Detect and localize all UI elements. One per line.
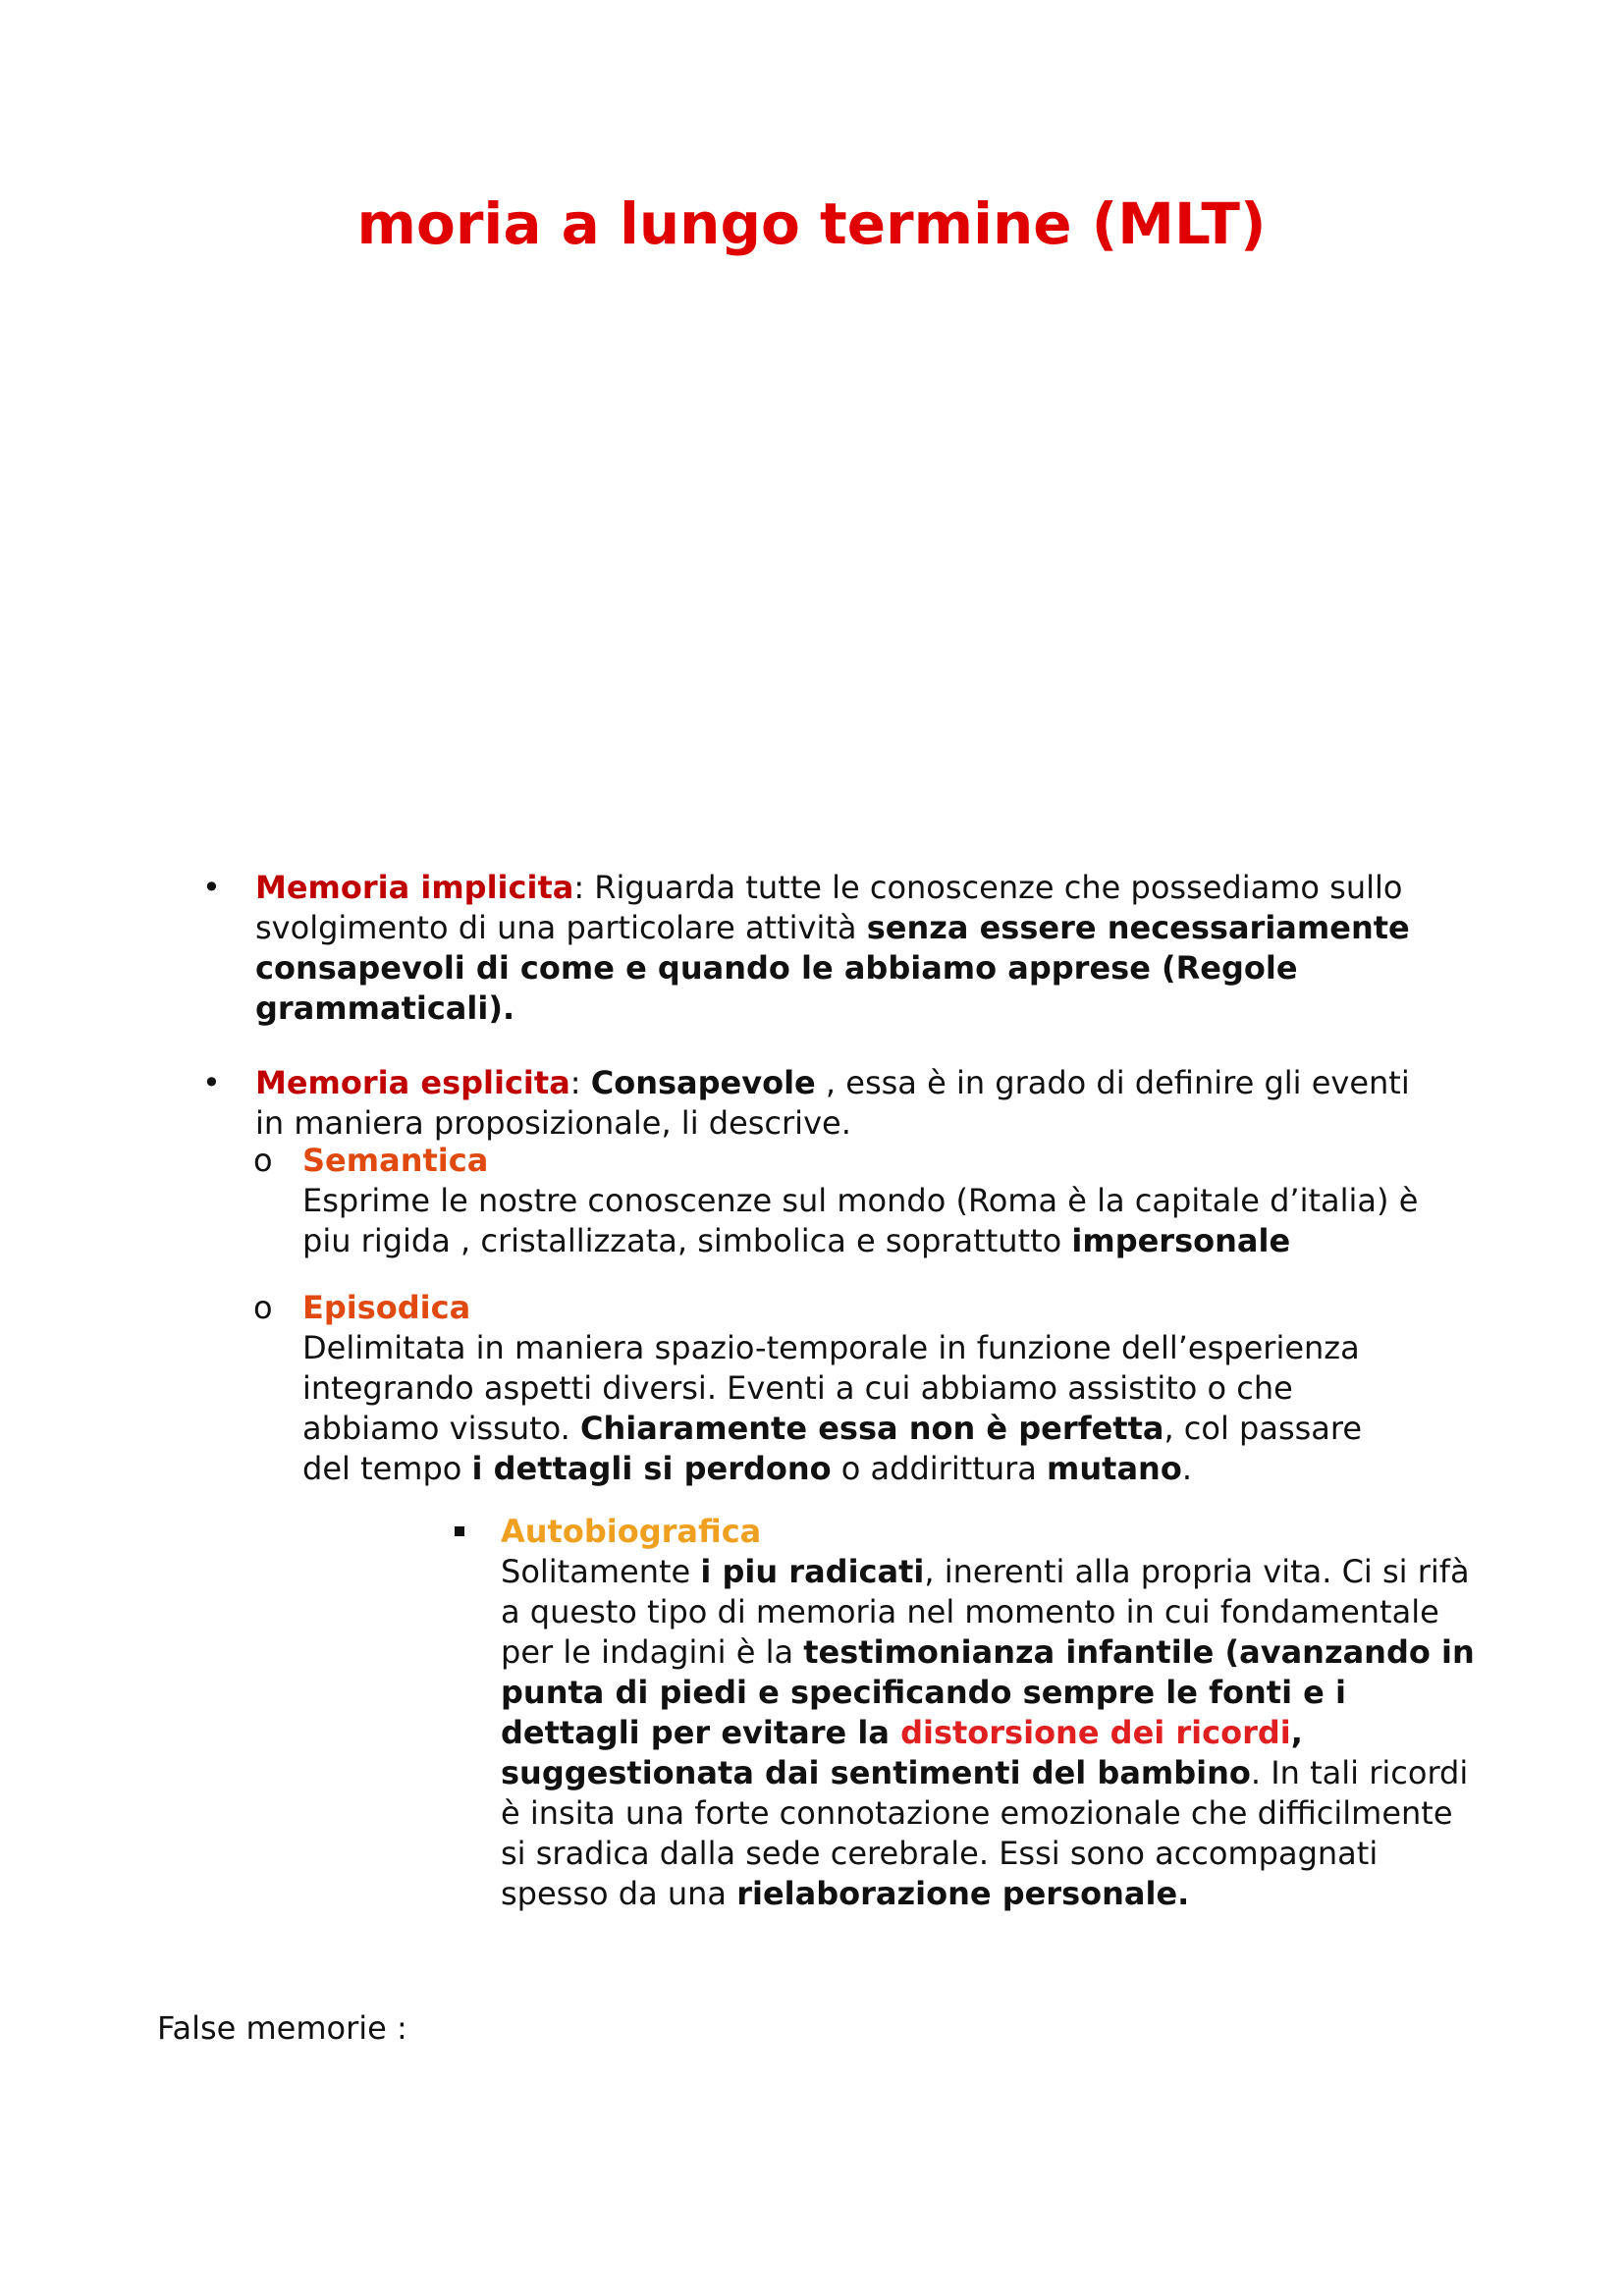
- autobiographic-bold-4: rielaborazione personale.: [736, 1875, 1190, 1912]
- semantic-section: [302, 1141, 1461, 1261]
- page-title: moria a lungo termine (MLT): [356, 190, 1267, 257]
- square-bullet-icon: [455, 1526, 464, 1536]
- episodic-heading: Episodica: [302, 1289, 471, 1326]
- explicit-memory-paragraph: [255, 1063, 1414, 1144]
- episodic-text-2: , col passare del tempo: [302, 1410, 1363, 1487]
- explicit-text: , essa è in grado di definire gli eventi in maniera proposizionale, li descrive.: [255, 1064, 1410, 1142]
- false-memories-label: False memorie :: [157, 2009, 407, 2047]
- implicit-memory-paragraph: [255, 868, 1414, 1029]
- bullet-explicit: •: [202, 1064, 221, 1101]
- autobiographic-text-2: , inerenti alla propria vita. Ci si rifà a questo tipo di memoria nel momento in cui fondamentale per le indagini è la: [501, 1553, 1470, 1671]
- autobiographic-bold-3: , suggestionata dai sentimenti del bambino: [501, 1714, 1303, 1791]
- implicit-text: Riguarda tutte le conoscenze che possediamo sullo svolgimento di una particolare attività: [255, 869, 1403, 946]
- autobiographic-text-3: . In tali ricordi è insita una forte connotazione emozionale che difficilmente si sradica dalla sede cerebrale. Essi sono accompagnati spesso da una: [501, 1754, 1469, 1912]
- episodic-section: [302, 1288, 1412, 1489]
- autobiographic-bold-1: i piu radicati: [700, 1553, 925, 1590]
- explicit-memory-term: Memoria esplicita: [255, 1064, 570, 1101]
- autobiographic-section: [501, 1512, 1483, 1914]
- explicit-colon: :: [569, 1064, 591, 1101]
- implicit-colon: :: [573, 869, 585, 906]
- implicit-bold-text: senza essere necessariamente consapevoli di come e quando le abbiamo apprese (Regole grammaticali).: [255, 909, 1410, 1027]
- episodic-text-3: o addirittura: [831, 1450, 1048, 1487]
- episodic-text-1: Delimitata in maniera spazio-temporale in funzione dell’esperienza integrando aspetti diversi. Eventi a cui abbiamo assistito o che abbiamo vissuto.: [302, 1329, 1360, 1447]
- episodic-bold-3: mutano: [1047, 1450, 1182, 1487]
- autobiographic-text-1: Solitamente: [501, 1553, 701, 1590]
- marker-semantic: o: [253, 1142, 273, 1179]
- marker-episodic: o: [253, 1289, 273, 1326]
- bullet-implicit: •: [202, 869, 221, 906]
- semantic-bold-text: impersonale: [1071, 1222, 1291, 1259]
- semantic-heading: Semantica: [302, 1142, 489, 1179]
- episodic-bold-2: i dettagli si perdono: [471, 1450, 832, 1487]
- episodic-bold-1: Chiaramente essa non è perfetta: [580, 1410, 1164, 1447]
- implicit-memory-term: Memoria implicita: [255, 869, 574, 906]
- distortion-highlight: distorsione dei ricordi: [900, 1714, 1291, 1751]
- episodic-text-4: .: [1181, 1450, 1192, 1487]
- autobiographic-heading: Autobiografica: [501, 1513, 762, 1550]
- autobiographic-bold-2: testimonianza infantile (avanzando in punta di piedi e specificando sempre le fonti e i dettagli per evitare la: [501, 1633, 1475, 1751]
- semantic-text: Esprime le nostre conoscenze sul mondo (Roma è la capitale d’italia) è piu rigida , cristallizzata, simbolica e soprattutto: [302, 1182, 1419, 1259]
- explicit-bold-text: Consapevole: [590, 1064, 816, 1101]
